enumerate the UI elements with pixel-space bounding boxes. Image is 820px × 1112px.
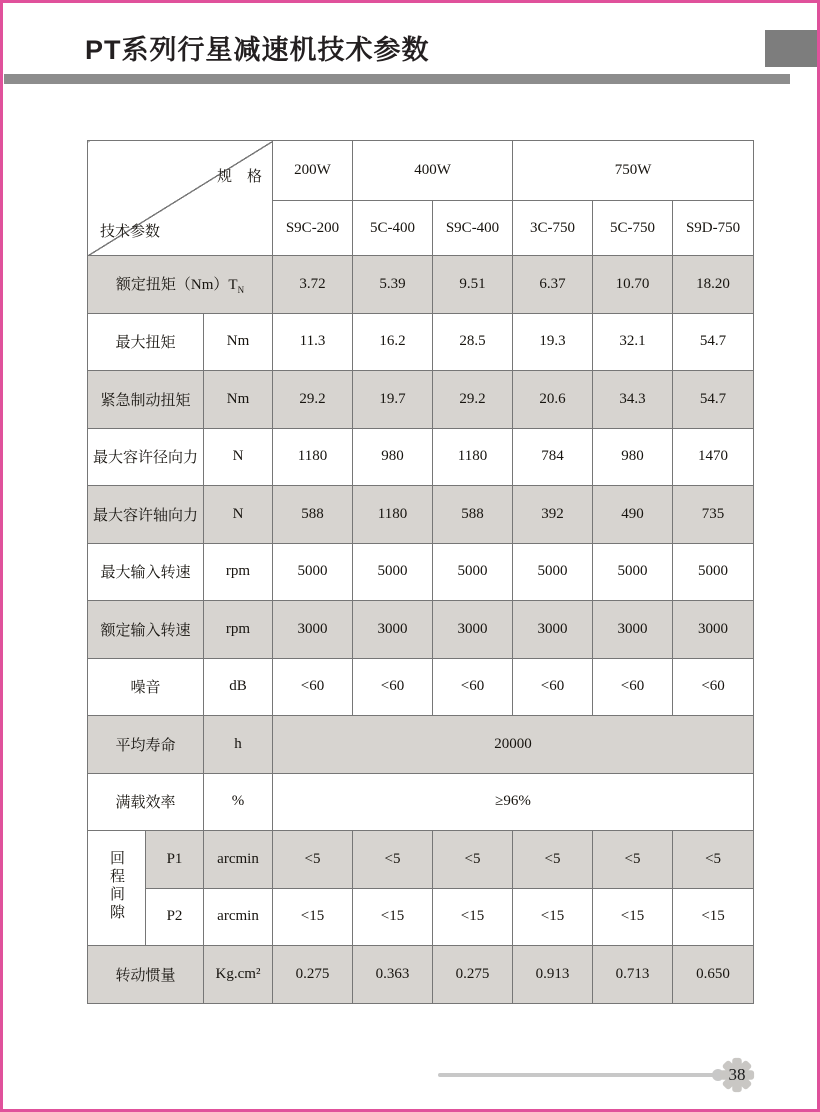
unit-cell: arcmin [204,888,273,946]
value-cell: 5.39 [353,256,433,314]
value-cell: 0.275 [273,946,353,1004]
value-cell: 16.2 [353,313,433,371]
value-cell: 34.3 [593,371,673,429]
value-cell: 19.7 [353,371,433,429]
value-cell: 11.3 [273,313,353,371]
row-label-cell [88,486,204,544]
value-cell: 3000 [353,601,433,659]
value-cell: <15 [673,888,754,946]
row-label: 满载效率 [115,795,176,812]
row-label: 额定扭矩（Nm）T [115,277,238,294]
model-header: S9D-750 [673,201,754,256]
value-cell: 588 [433,486,513,544]
value-cell: <15 [353,888,433,946]
value-cell: 54.7 [673,371,754,429]
unit-cell: rpm [204,543,273,601]
header-corner-block [765,30,817,67]
value-cell: <60 [593,658,673,716]
value-cell: <60 [513,658,593,716]
row-label-cell [88,773,204,831]
power-group-header: 750W [513,141,754,201]
page-number: 38 [728,1065,746,1084]
model-header: S9C-400 [433,201,513,256]
unit-cell: dB [204,658,273,716]
value-cell: 54.7 [673,313,754,371]
value-cell: <60 [433,658,513,716]
value-cell: 0.363 [353,946,433,1004]
value-cell: 5000 [353,543,433,601]
value-cell: 490 [593,486,673,544]
unit-cell: % [204,773,273,831]
value-cell: 588 [273,486,353,544]
value-cell: <5 [273,831,353,889]
title-divider [4,74,790,84]
value-cell: <5 [353,831,433,889]
row-label-cell: P1 [146,831,204,889]
value-cell: 3000 [593,601,673,659]
value-cell: <5 [593,831,673,889]
value-cell: 29.2 [433,371,513,429]
value-cell: <15 [593,888,673,946]
value-cell: 20.6 [513,371,593,429]
merged-value-cell: ≥96% [273,773,754,831]
row-label-cell [88,601,204,659]
value-cell: 6.37 [513,256,593,314]
value-cell: 32.1 [593,313,673,371]
row-label: 最大输入转速 [100,565,191,582]
value-cell: 3.72 [273,256,353,314]
value-cell: 3000 [433,601,513,659]
value-cell: <5 [513,831,593,889]
row-label: 紧急制动扭矩 [100,392,191,409]
unit-cell: h [204,716,273,774]
row-label: 最大容许径向力 [92,450,198,467]
value-cell: 19.3 [513,313,593,371]
value-cell: 5000 [273,543,353,601]
model-header: S9C-200 [273,201,353,256]
row-label: 额定输入转速 [100,622,191,639]
group-label-cell [88,831,146,946]
value-cell: 29.2 [273,371,353,429]
row-label-cell [88,716,204,774]
value-cell: 1180 [353,486,433,544]
value-cell: 980 [353,428,433,486]
value-cell: 10.70 [593,256,673,314]
value-cell: 3000 [513,601,593,659]
value-cell: 784 [513,428,593,486]
value-cell: 1180 [433,428,513,486]
unit-cell: N [204,428,273,486]
value-cell: 3000 [673,601,754,659]
row-label: 最大扭矩 [115,335,176,352]
unit-cell: Nm [204,371,273,429]
row-label-cell [88,428,204,486]
value-cell: 392 [513,486,593,544]
value-cell: 5000 [513,543,593,601]
model-header: 3C-750 [513,201,593,256]
value-cell: <15 [273,888,353,946]
row-label-cell [88,371,204,429]
page-number-badge [718,1056,756,1094]
row-label-cell [88,313,204,371]
row-label: 平均寿命 [115,737,176,754]
corner-spec-label: 规 格 [217,169,263,185]
value-cell: 0.713 [593,946,673,1004]
value-cell: <60 [353,658,433,716]
value-cell: 0.913 [513,946,593,1004]
row-label-cell [88,256,273,314]
unit-cell: rpm [204,601,273,659]
row-label-cell: P2 [146,888,204,946]
value-cell: 0.650 [673,946,754,1004]
table-corner-cell [88,141,273,256]
model-header: 5C-750 [593,201,673,256]
unit-cell: arcmin [204,831,273,889]
value-cell: 1180 [273,428,353,486]
value-cell: 0.275 [433,946,513,1004]
row-label-subscript: N [237,285,245,296]
power-group-header: 400W [353,141,513,201]
row-label: 转动惯量 [115,967,176,984]
value-cell: 5000 [673,543,754,601]
value-cell: <15 [433,888,513,946]
value-cell: 735 [673,486,754,544]
value-cell: <60 [273,658,353,716]
value-cell: 5000 [433,543,513,601]
value-cell: <5 [673,831,754,889]
unit-cell: Kg.cm² [204,946,273,1004]
corner-params-label: 技术参数 [100,224,161,240]
model-header: 5C-400 [353,201,433,256]
group-label: 回程间隙 [108,849,124,922]
value-cell: <60 [673,658,754,716]
power-group-header: 200W [273,141,353,201]
value-cell: 5000 [593,543,673,601]
value-cell: 3000 [273,601,353,659]
row-label-cell [88,946,204,1004]
row-label-cell [88,543,204,601]
value-cell: <15 [513,888,593,946]
value-cell: 18.20 [673,256,754,314]
unit-cell: Nm [204,313,273,371]
merged-value-cell: 20000 [273,716,754,774]
value-cell: 980 [593,428,673,486]
value-cell: <5 [433,831,513,889]
page-title: PT系列行星减速机技术参数 [85,35,430,65]
value-cell: 9.51 [433,256,513,314]
unit-cell: N [204,486,273,544]
footer-rule [438,1073,718,1077]
value-cell: 1470 [673,428,754,486]
row-label: 噪音 [130,680,161,697]
spec-table [87,140,754,1004]
value-cell: 28.5 [433,313,513,371]
row-label: 最大容许轴向力 [92,507,198,524]
row-label-cell [88,658,204,716]
